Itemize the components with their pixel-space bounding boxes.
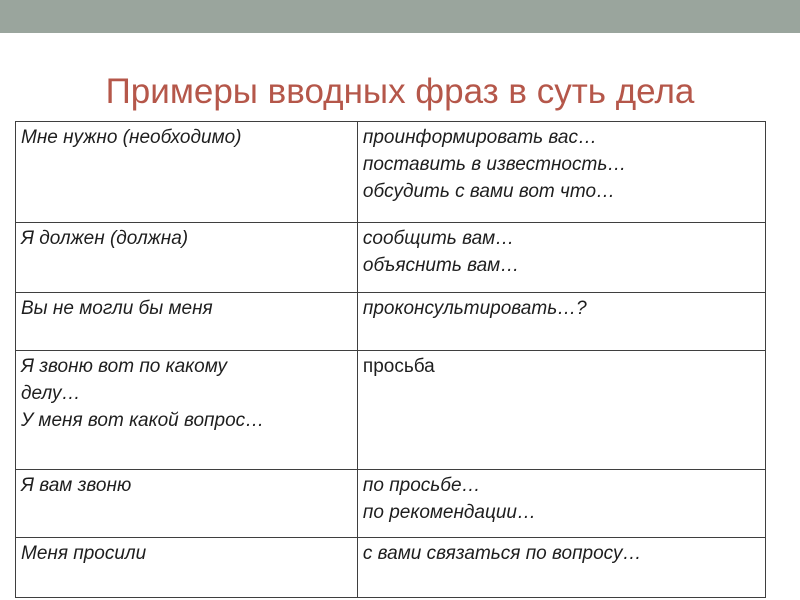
- cell-line: У меня вот какой вопрос…: [21, 410, 265, 431]
- cell-line: Мне нужно (необходимо): [21, 127, 242, 148]
- slide-title: Примеры вводных фраз в суть дела: [105, 72, 695, 111]
- cell-line: с вами связаться по вопросу…: [362, 543, 642, 564]
- cell-line: Вы не могли бы меня: [21, 298, 213, 319]
- table-cell-left: [16, 293, 358, 351]
- table-cell-right: [357, 351, 765, 470]
- cell-line: делу…: [21, 383, 81, 404]
- table-row: [16, 293, 766, 351]
- cell-line: по просьбе…: [362, 475, 481, 496]
- table-cell-right: [357, 223, 765, 293]
- table-row: [16, 122, 766, 223]
- cell-line: объяснить вам…: [362, 255, 520, 276]
- cell-line: обсудить с вами вот что…: [362, 181, 616, 202]
- phrases-table: [15, 121, 766, 598]
- table-cell-left: [16, 122, 358, 223]
- cell-line: проконсультировать…?: [362, 298, 587, 319]
- table-cell-left: [16, 538, 358, 598]
- table-row: [16, 223, 766, 293]
- table-row: [16, 351, 766, 470]
- table-cell-right: [357, 293, 765, 351]
- table-cell-left: [16, 351, 358, 470]
- table-cell-left: [16, 223, 358, 293]
- cell-line: сообщить вам…: [362, 228, 515, 249]
- cell-line: Я вам звоню: [21, 475, 132, 496]
- cell-line: поставить в известность…: [362, 154, 627, 175]
- table-cell-left: [16, 470, 358, 538]
- top-bar: [0, 0, 800, 33]
- table-cell-right: [357, 538, 765, 598]
- table-cell-right: [357, 122, 765, 223]
- cell-line: проинформировать вас…: [362, 127, 597, 148]
- table-row: [16, 470, 766, 538]
- cell-line: Меня просили: [21, 543, 147, 564]
- table-row: [16, 538, 766, 598]
- cell-line: по рекомендации…: [362, 502, 536, 523]
- cell-line: просьба: [362, 356, 435, 377]
- table-cell-right: [357, 470, 765, 538]
- cell-line: Я должен (должна): [21, 228, 189, 249]
- cell-line: Я звоню вот по какому: [21, 356, 228, 377]
